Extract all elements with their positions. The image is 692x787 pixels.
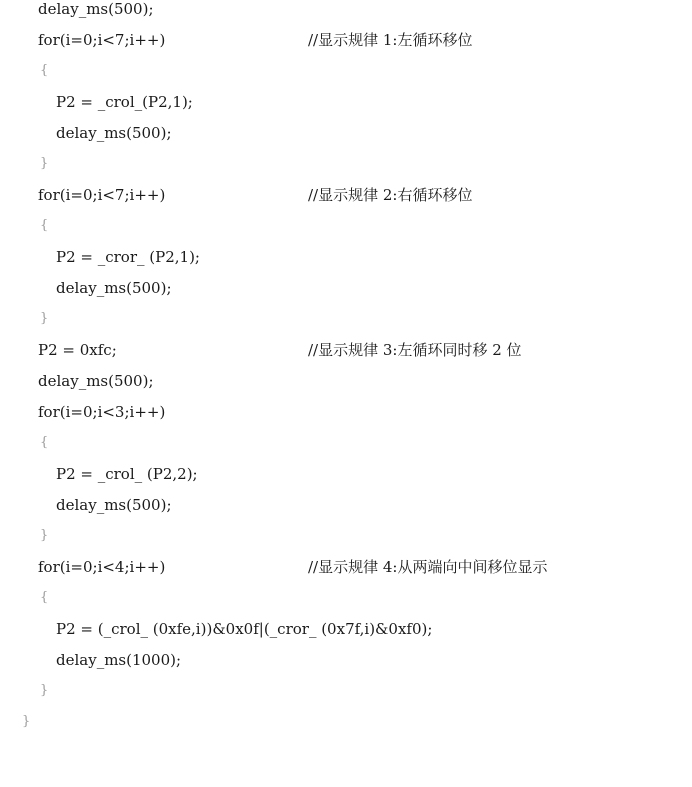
code-text: delay_ms(500); xyxy=(56,279,172,297)
code-line-21 xyxy=(0,616,692,642)
code-line-16 xyxy=(0,461,692,487)
code-text: P2 = (_crol_ (0xfe,i))&0x0f|(_cror_ (0x7f,i)&0xf0); xyxy=(56,620,433,638)
code-text: P2 = _cror_ (P2,1); xyxy=(56,248,200,266)
open-brace: { xyxy=(40,218,49,233)
code-line-6 xyxy=(0,151,692,177)
open-brace: { xyxy=(40,435,49,450)
open-brace: { xyxy=(40,63,49,78)
code-text: delay_ms(500); xyxy=(38,372,154,390)
code-line-10 xyxy=(0,275,692,301)
code-comment: //显示规律 2:右循环移位 xyxy=(308,186,473,204)
code-line-4 xyxy=(0,89,692,115)
code-line-18 xyxy=(0,523,692,549)
code-line-23 xyxy=(0,678,692,704)
code-text: for(i=0;i<4;i++) xyxy=(38,558,166,576)
code-line-14 xyxy=(0,399,692,425)
code-comment: //显示规律 1:左循环移位 xyxy=(308,31,473,49)
code-text: delay_ms(500); xyxy=(38,0,154,18)
code-line-3 xyxy=(0,58,692,84)
code-line-5 xyxy=(0,120,692,146)
code-line-11 xyxy=(0,306,692,332)
code-comment: //显示规律 3:左循环同时移 2 位 xyxy=(308,341,522,359)
code-text: P2 = _crol_ (P2,2); xyxy=(56,465,198,483)
code-line-2 xyxy=(0,27,692,53)
code-line-19 xyxy=(0,554,692,580)
open-brace: { xyxy=(40,590,49,605)
close-brace: } xyxy=(40,528,49,543)
code-line-15 xyxy=(0,430,692,456)
code-line-12 xyxy=(0,337,692,363)
code-text: P2 = 0xfc; xyxy=(38,341,117,359)
code-line-8 xyxy=(0,213,692,239)
code-line-17 xyxy=(0,492,692,518)
code-line-24 xyxy=(0,709,692,735)
code-line-13 xyxy=(0,368,692,394)
code-line-1 xyxy=(0,0,692,22)
code-text: delay_ms(1000); xyxy=(56,651,182,669)
code-text: for(i=0;i<7;i++) xyxy=(38,186,166,204)
code-comment: //显示规律 4:从两端向中间移位显示 xyxy=(308,558,548,576)
close-brace: } xyxy=(22,714,31,729)
code-text: delay_ms(500); xyxy=(56,124,172,142)
close-brace: } xyxy=(40,683,49,698)
code-text: delay_ms(500); xyxy=(56,496,172,514)
code-line-9 xyxy=(0,244,692,270)
code-text: for(i=0;i<7;i++) xyxy=(38,31,166,49)
close-brace: } xyxy=(40,156,49,171)
code-text: P2 = _crol_(P2,1); xyxy=(56,93,193,111)
code-line-20 xyxy=(0,585,692,611)
close-brace: } xyxy=(40,311,49,326)
code-line-7 xyxy=(0,182,692,208)
code-line-22 xyxy=(0,647,692,673)
code-text: for(i=0;i<3;i++) xyxy=(38,403,166,421)
